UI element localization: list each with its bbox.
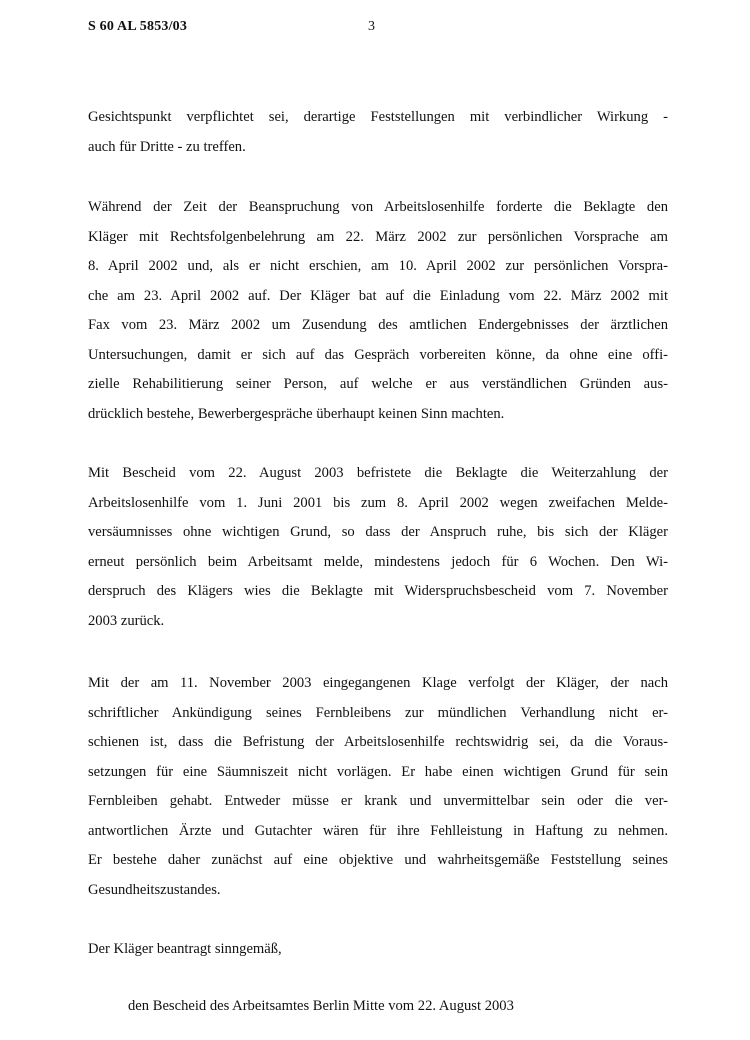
text-line: derspruch des Klägers wies die Beklagte mit Widerspruchsbescheid vom 7. November: [88, 583, 668, 599]
text-line: Gesundheitszustandes.: [88, 881, 221, 898]
text-line: Arbeitslosenhilfe vom 1. Juni 2001 bis zum 8. April 2002 wegen zweifachen Melde-: [88, 494, 668, 511]
text-line: Er bestehe daher zunächst auf eine objektive und wahrheitsgemäße Feststellung seines: [88, 852, 668, 868]
page-number: 3: [368, 19, 375, 34]
text-line: Gesichtspunkt verpflichtet sei, derartige Feststellungen mit verbindlicher Wirkung -: [88, 109, 668, 125]
text-line: versäumnisses ohne wichtigen Grund, so dass der Anspruch ruhe, bis sich der Kläger: [88, 524, 668, 540]
indented-motion-line: den Bescheid des Arbeitsamtes Berlin Mitte vom 22. August 2003: [128, 998, 514, 1014]
text-line: zielle Rehabilitierung seiner Person, auf welche er aus verständlichen Gründen aus-: [88, 376, 668, 392]
text-line: antwortlichen Ärzte und Gutachter wären für ihre Fehlleistung in Haftung zu nehmen.: [88, 822, 668, 839]
document-reference: S 60 AL 5853/03: [88, 19, 188, 34]
paragraph-1: [88, 103, 668, 162]
text-line: drücklich bestehe, Bewerbergespräche überhaupt keinen Sinn machten.: [88, 405, 505, 422]
paragraph-3: [88, 459, 668, 636]
text-line: Mit der am 11. November 2003 eingegangenen Klage verfolgt der Kläger, der nach: [88, 675, 668, 691]
text-line: Während der Zeit der Beanspruchung von Arbeitslosenhilfe forderte die Beklagte den: [88, 199, 668, 215]
text-line: 2003 zurück.: [88, 612, 165, 629]
paragraph-2: [88, 193, 668, 429]
paragraph-4: [88, 669, 668, 905]
text-line: Fax vom 23. März 2002 um Zusendung des amtlichen Endergebnisses der ärztlichen: [88, 317, 668, 333]
text-line: auch für Dritte - zu treffen.: [88, 138, 246, 155]
text-line: setzungen für eine Säumniszeit nicht vorlägen. Er habe einen wichtigen Grund für sein: [88, 763, 668, 780]
paragraph-5: [88, 935, 668, 965]
text-line: Der Kläger beantragt sinngemäß,: [88, 941, 282, 957]
text-line: Mit Bescheid vom 22. August 2003 befristete die Beklagte die Weiterzahlung der: [88, 465, 668, 481]
text-line: 8. April 2002 und, als er nicht erschien, am 10. April 2002 zur persönlichen Vorspra-: [88, 258, 668, 274]
text-line: schriftlicher Ankündigung seines Fernbleibens zur mündlichen Verhandlung nicht er-: [88, 704, 668, 721]
text-line: Untersuchungen, damit er sich auf das Gespräch vorbereiten könne, da ohne eine offi-: [88, 346, 668, 363]
text-line: erneut persönlich beim Arbeitsamt melde, mindestens jedoch für 6 Wochen. Den Wi-: [88, 553, 668, 570]
text-line: che am 23. April 2002 auf. Der Kläger bat auf die Einladung vom 22. März 2002 mit: [88, 287, 668, 304]
text-line: Fernbleiben gehabt. Entweder müsse er krank und unvermittelbar sein oder die ver-: [88, 793, 668, 809]
text-line: schienen ist, dass die Befristung der Arbeitslosenhilfe rechtswidrig sei, da die Voraus-: [88, 734, 668, 750]
text-line: Kläger mit Rechtsfolgenbelehrung am 22. März 2002 zur persönlichen Vorsprache am: [88, 228, 668, 245]
